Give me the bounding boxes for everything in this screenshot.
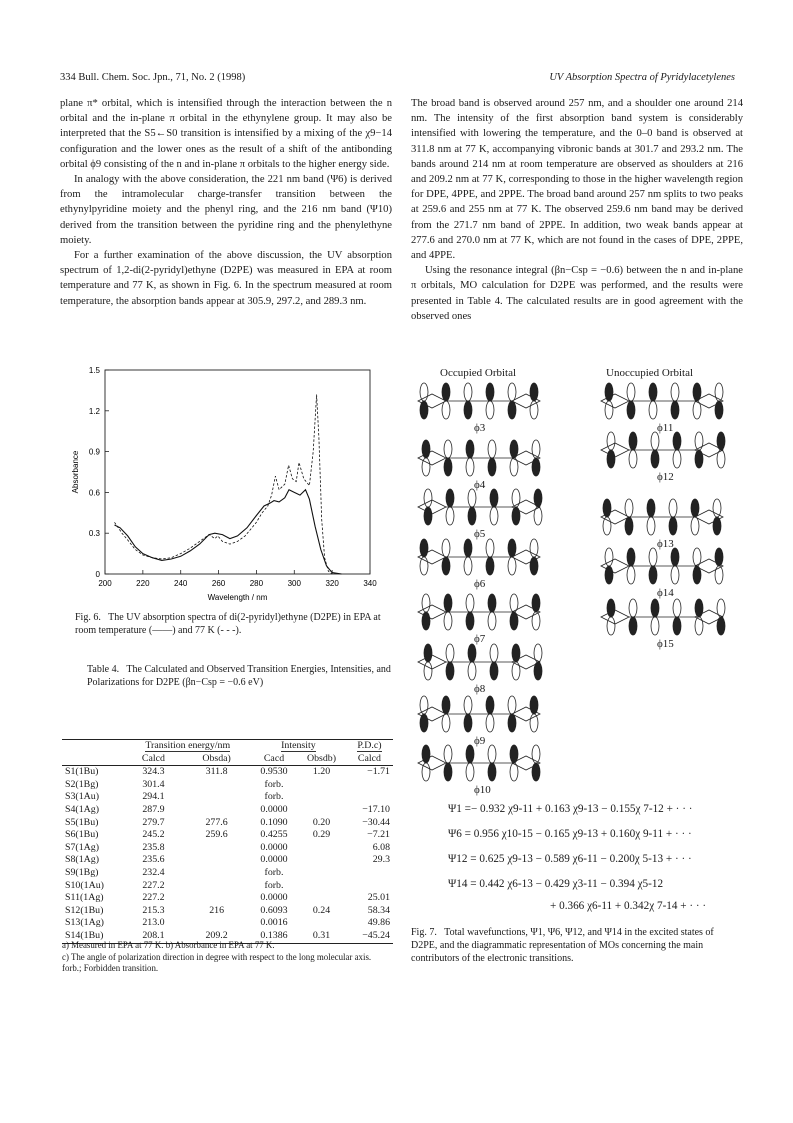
orbital-lobes-icon <box>412 742 546 784</box>
orbital-lobes-icon <box>595 380 729 422</box>
table-cell-calc: 227.2 <box>142 892 165 904</box>
table-cell-state: S2(1Bg) <box>65 778 99 790</box>
orbital-lobes-icon <box>412 380 546 422</box>
table-cell-obsint <box>297 779 346 792</box>
x-tick-label: 300 <box>287 579 301 588</box>
molecular-orbital-diagram <box>412 536 546 583</box>
orbital-lobes-icon <box>412 437 546 479</box>
orbital-label: ϕ13 <box>657 538 674 550</box>
orbital-label: ϕ14 <box>657 587 674 599</box>
unoccupied-orbital-header: Unoccupied Orbital <box>606 367 694 379</box>
orbital-label: ϕ10 <box>474 784 491 796</box>
table-cell-calc: 324.3 <box>142 766 165 778</box>
molecular-orbital-diagram <box>412 380 546 427</box>
molecular-orbital-diagram <box>412 437 546 484</box>
x-axis-label: Wavelength / nm <box>207 593 268 602</box>
x-tick-label: 200 <box>98 579 112 588</box>
y-axis-label: Absorbance <box>71 450 80 494</box>
molecular-orbital-diagram <box>412 742 546 789</box>
table-cell-state: S1(1Bu) <box>65 766 99 778</box>
table-cell-obsint <box>297 842 346 855</box>
molecular-orbital-diagram <box>595 545 729 592</box>
table-cell-obs: 209.2 <box>182 930 251 943</box>
table-cell-int: 0.0000 <box>260 803 288 815</box>
table-cell-obs <box>182 791 251 804</box>
y-tick-label: 1.2 <box>88 406 100 416</box>
table4-caption-text: The Calculated and Observed Transition Energies, Intensities, and Polarizations for D2PE (βn−Csp = −0.6 eV) <box>87 664 391 688</box>
table-cell-obs <box>182 880 251 893</box>
orbital-lobes-icon <box>412 591 546 633</box>
table-row <box>62 766 393 779</box>
molecular-orbital-diagram <box>412 486 546 533</box>
orbital-label: ϕ9 <box>474 735 486 747</box>
table-cell-int: forb. <box>264 879 284 891</box>
table-cell-obs: 277.6 <box>205 816 228 828</box>
x-tick-label: 340 <box>363 579 377 588</box>
table-cell-calc: 227.2 <box>142 879 165 891</box>
table-group-header: Transition energy/nm <box>125 740 251 753</box>
occupied-orbital-header: Occupied Orbital <box>440 367 517 379</box>
fig6-caption-label: Fig. 6. <box>75 612 101 623</box>
table-cell-calc: 232.4 <box>142 866 165 878</box>
series-line-77k <box>115 395 333 575</box>
table-cell-state: S3(1Au) <box>65 791 100 803</box>
table-col-header: Obsda) <box>182 753 251 766</box>
orbital-lobes-icon <box>412 486 546 528</box>
table-cell-pd: 6.08 <box>372 841 390 853</box>
table-cell-state: S7(1Ag) <box>65 841 100 853</box>
table-col-header: Obsdb) <box>297 753 346 766</box>
footnote: a) Measured in EPA at 77 K. b) Absorbance in EPA at 77 K. <box>62 940 275 950</box>
table-cell-calc: 213.0 <box>142 917 165 929</box>
table-group-header: Intensity <box>251 740 346 753</box>
table-row <box>62 791 393 804</box>
table-cell-pd: −17.10 <box>362 803 390 815</box>
table-row <box>62 804 393 817</box>
orbital-label: ϕ6 <box>474 578 486 590</box>
table-row <box>62 779 393 792</box>
table4 <box>62 739 393 944</box>
left-column <box>60 96 392 309</box>
table-cell-int: 0.0000 <box>260 892 288 904</box>
table-row <box>62 854 393 867</box>
orbital-label: ϕ11 <box>657 422 674 434</box>
table-cell-pd <box>346 791 393 804</box>
plot-frame <box>105 370 370 574</box>
y-tick-label: 0.9 <box>88 447 100 457</box>
table-cell-pd <box>346 880 393 893</box>
y-tick-label: 0.3 <box>88 529 100 539</box>
table-cell-obsint <box>297 791 346 804</box>
table-cell-pd: 49.86 <box>367 917 390 929</box>
table-cell-obs <box>182 892 251 905</box>
right-column <box>411 96 743 324</box>
table-cell-obsint <box>297 917 346 930</box>
x-tick-label: 280 <box>249 579 264 588</box>
table-cell-state: S9(1Bg) <box>65 866 99 878</box>
table-cell-int: 0.0016 <box>260 917 288 929</box>
table-cell-calc: 235.8 <box>142 841 165 853</box>
table-cell-pd: 25.01 <box>367 892 390 904</box>
orbital-label: ϕ5 <box>474 528 486 540</box>
table-cell-obsint <box>297 804 346 817</box>
table-cell-state: S13(1Ag) <box>65 917 104 929</box>
table-cell-int: forb. <box>264 791 284 803</box>
table-cell-int: 0.6093 <box>260 904 288 916</box>
table-cell-obs <box>182 842 251 855</box>
fig7-caption-text: Total wavefunctions, Ψ1, Ψ6, Ψ12, and Ψ14 in the excited states of D2PE, and the diagrammatic representation of MOs concerning the main contributors of the electronic transitions. <box>411 927 714 964</box>
molecular-orbital-diagram <box>412 693 546 740</box>
molecular-orbital-diagram <box>595 380 729 427</box>
table-cell-obsint: 0.31 <box>297 930 346 943</box>
table-cell-pd: −45.24 <box>346 930 393 943</box>
orbital-label: ϕ12 <box>657 471 674 483</box>
wavefunction-psi14-cont: + 0.366 χ6-11 + 0.342χ 7-14 + · · · <box>550 900 707 912</box>
table-cell-pd: −7.21 <box>367 829 390 841</box>
table-cell-int: 0.4255 <box>260 829 288 841</box>
x-tick-label: 220 <box>136 579 150 588</box>
table-cell-int: 0.0000 <box>260 854 288 866</box>
orbital-label: ϕ4 <box>474 479 486 491</box>
molecular-orbital-diagram <box>412 591 546 638</box>
molecular-orbital-diagram <box>412 641 546 688</box>
table-row <box>62 867 393 880</box>
table-row <box>62 905 393 918</box>
table4-footnotes <box>62 940 392 975</box>
molecular-orbital-diagram <box>595 496 729 543</box>
molecular-orbital-diagram <box>595 596 729 643</box>
orbital-label: ϕ8 <box>474 683 486 695</box>
table-cell-state: S14(1Bu) <box>62 930 125 943</box>
table-cell-obsint: 0.24 <box>312 904 331 916</box>
table-row <box>62 817 393 830</box>
orbital-lobes-icon <box>595 429 729 471</box>
table-cell-calc: 287.9 <box>142 803 165 815</box>
table-cell-obsint <box>297 880 346 893</box>
fig7-caption-label: Fig. 7. <box>411 927 437 938</box>
table-cell-pd: 58.34 <box>367 904 390 916</box>
wavefunction-psi6: Ψ6 = 0.956 χ10-15 − 0.165 χ9-13 + 0.160χ 9-11 + · · · <box>448 828 692 840</box>
table-cell-pd <box>346 867 393 880</box>
fig6-caption-text: The UV absorption spectra of di(2-pyridyl)ethyne (D2PE) in EPA at room temperature (——) and 77 K (- - -). <box>75 612 381 636</box>
table-cell-obs: 259.6 <box>205 829 228 841</box>
table-col-header: Calcd <box>346 753 393 766</box>
table-row <box>62 892 393 905</box>
orbital-lobes-icon <box>412 693 546 735</box>
paragraph: In analogy with the above consideration, the 221 nm band (Ψ6) is derived from the intramolecular charge-transfer transition between the ethynylpyridine moiety and the phenyl ring, and the 216 nm band (Ψ10) derived from the transition between the pyridine ring and the phenylethyne moiety. <box>60 174 392 246</box>
table-cell-int: 0.1090 <box>260 816 288 828</box>
table4-caption <box>87 663 392 689</box>
table4-caption-label: Table 4. <box>87 664 120 675</box>
table-cell-obs: 311.8 <box>205 766 228 778</box>
table-cell-state: S11(1Ag) <box>65 892 104 904</box>
table-cell-calc: 208.1 <box>125 930 183 943</box>
table-cell-state: S8(1Ag) <box>65 854 100 866</box>
orbital-lobes-icon <box>595 596 729 638</box>
x-tick-label: 320 <box>325 579 339 588</box>
table-cell-calc: 301.4 <box>142 778 165 790</box>
orbital-label: ϕ3 <box>474 422 486 434</box>
series-line-room-temperature <box>115 490 342 574</box>
table-cell-obs <box>182 779 251 792</box>
x-tick-label: 240 <box>174 579 188 588</box>
table-col-header: Cacd <box>251 753 297 766</box>
table-group-header: P.D.c) <box>346 740 393 753</box>
table-cell-state: S12(1Bu) <box>65 904 104 916</box>
table-cell-int: 0.0000 <box>260 841 288 853</box>
table-cell-calc: 245.2 <box>142 829 165 841</box>
paragraph: Using the resonance integral (βn−Csp = −0.6) between the n and in-plane π orbitals, MO calculation for D2PE was performed, and the results were presented in Table 4. The calculated results are in good agreement with the observed ones <box>411 265 743 322</box>
table-cell-pd: 29.3 <box>372 854 390 866</box>
wavefunction-psi12: Ψ12 = 0.625 χ9-13 − 0.589 χ6-11 − 0.200χ 5-13 + · · · <box>448 853 692 865</box>
table-cell-state: S4(1Ag) <box>65 803 100 815</box>
y-tick-label: 0 <box>95 570 100 579</box>
table-cell-obs <box>182 917 251 930</box>
wavefunction-psi14: Ψ14 = 0.442 χ6-13 − 0.429 χ3-11 − 0.394 χ5-12 <box>448 878 664 890</box>
paragraph: plane π* orbital, which is intensified through the interaction between the n orbital and the in-plane π orbital in the ethynylene group. It may also be interpreted that the S5←S0 transition is intensified by a mixing of the χ9−14 configuration and the lower ones as the result of a shift of the antibonding orbital ϕ9 consisting of the n and in-plane π orbitals to the higher energy side. <box>60 98 392 170</box>
table-cell-int: forb. <box>264 778 284 790</box>
table-cell-obs: 216 <box>209 904 224 916</box>
table-cell-state: S10(1Au) <box>65 879 104 891</box>
table-cell-int: forb. <box>264 866 284 878</box>
uv-absorption-chart <box>60 362 390 608</box>
orbital-lobes-icon <box>412 641 546 683</box>
table-cell-obsint: 0.29 <box>312 829 331 841</box>
table-row <box>62 917 393 930</box>
table-cell-state: S5(1Bu) <box>65 816 99 828</box>
paragraph: The broad band is observed around 257 nm, and a shoulder one around 214 nm. The intensity of the first absorption band system is considerably intensified with lowering the temperature, and the 0–0 band is observed at 311.8 nm at 77 K, accompanying vibronic bands at 301.7 and 293.2 nm. The bands around 214 nm at room temperature are observed as shoulders at 216 and 209.2 nm at 77 K, corresponding to those in the higher wavelength region for DPE, 4PPE, and 2PPE. The broad band around 257 nm splits to two peaks at 259.6 and 255 nm at 77 K. The observed 259.6 nm band may be derived from the 271.7 nm band of 2PPE. In addition, two weak bands appear at 277.6 and 270.0 nm at 77 K, which are not found in the cases of DPE, 2PPE, and 4PPE. <box>411 98 743 262</box>
table-row <box>62 842 393 855</box>
table-row <box>62 880 393 893</box>
table-cell-obs <box>182 804 251 817</box>
paragraph: For a further examination of the above discussion, the UV absorption spectrum of 1,2-di(2-pyridyl)ethyne (D2PE) was measured in EPA at room temperature and 77 K, as shown in Fig. 6. In the spectrum measured at room temperature, the absorption bands appear at 305.9, 297.2, and 289.3 nm. <box>60 250 392 307</box>
table-cell-obsint: 0.20 <box>312 816 331 828</box>
table-cell-obsint <box>297 867 346 880</box>
y-tick-label: 1.5 <box>88 366 100 375</box>
orbital-lobes-icon <box>412 536 546 578</box>
table-cell-obsint: 1.20 <box>312 766 331 778</box>
x-tick-label: 260 <box>211 579 226 588</box>
table-cell-state: S6(1Bu) <box>65 829 99 841</box>
y-tick-label: 0.6 <box>88 488 100 498</box>
orbital-lobes-icon <box>595 496 729 538</box>
table-row <box>62 829 393 842</box>
orbital-lobes-icon <box>595 545 729 587</box>
orbital-label: ϕ15 <box>657 638 674 650</box>
table-cell-calc: 279.7 <box>142 816 165 828</box>
table-cell-calc: 235.6 <box>142 854 165 866</box>
table-cell-obsint <box>297 892 346 905</box>
page-header-left: 334 Bull. Chem. Soc. Jpn., 71, No. 2 (1998) <box>60 72 246 83</box>
table-cell-pd: −30.44 <box>362 816 390 828</box>
wavefunction-psi1: Ψ1 =− 0.932 χ9-11 + 0.163 χ9-13 − 0.155χ 7-12 + · · · <box>448 803 693 815</box>
table-col-header: Calcd <box>125 753 183 766</box>
table-cell-obs <box>182 867 251 880</box>
table-cell-obs <box>182 854 251 867</box>
page-header-right: UV Absorption Spectra of Pyridylacetylenes <box>549 72 735 83</box>
molecular-orbital-diagram <box>595 429 729 476</box>
table-cell-int: 0.1386 <box>251 930 297 943</box>
orbital-label: ϕ7 <box>474 633 486 645</box>
fig7-caption <box>411 926 736 965</box>
table-cell-calc: 215.3 <box>142 904 165 916</box>
fig6-caption <box>75 611 395 637</box>
footnote: c) The angle of polarization direction in degree with respect to the long molecular axis. forb.; Forbidden transition. <box>62 951 372 973</box>
table-cell-calc: 294.1 <box>142 791 165 803</box>
table-cell-obsint <box>297 854 346 867</box>
table-cell-pd: −1.71 <box>367 766 390 778</box>
table-cell-int: 0.9530 <box>260 766 288 778</box>
table-cell-pd <box>346 779 393 792</box>
